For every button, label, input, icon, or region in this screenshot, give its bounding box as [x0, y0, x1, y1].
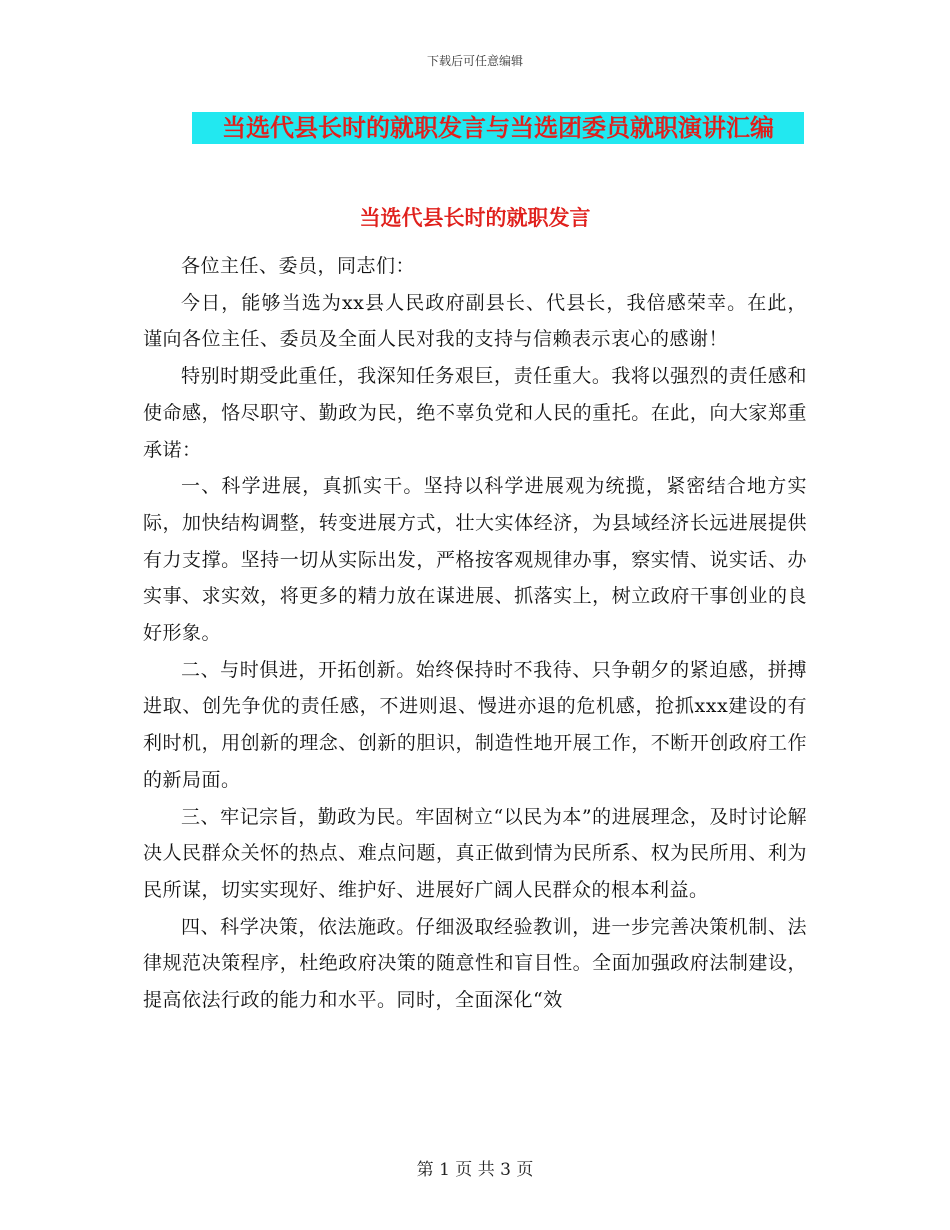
paragraph: 特别时期受此重任，我深知任务艰巨，责任重大。我将以强烈的责任感和使命感，恪尽职守、勤政为民，绝不辜负党和人民的重托。在此，向大家郑重承诺： [143, 365, 807, 461]
paragraph: 一、科学进展，真抓实干。坚持以科学进展观为统揽，紧密结合地方实际，加快结构调整，转变进展方式，壮大实体经济，为县域经济长远进展提供有力支撑。坚持一切从实际出发，严格按客观规律办事，察实情、说实话、办实事、求实效，将更多的精力放在谋进展、抓落实上，树立政府干事创业的良好形象。 [143, 475, 807, 645]
paragraph: 二、与时俱进，开拓创新。始终保持时不我待、只争朝夕的紧迫感，拼搏进取、创先争优的责任感，不进则退、慢进亦退的危机感，抢抓xxx建设的有利时机，用创新的理念、创新的胆识，制造性地开展工作，不断开创政府工作的新局面。 [143, 658, 807, 791]
paragraph: 三、牢记宗旨，勤政为民。牢固树立“以民为本”的进展理念，及时讨论解决人民群众关怀的热点、难点问题，真正做到情为民所系、权为民所用、利为民所谋，切实实现好、维护好、进展好广阔人民群众的根本利益。 [143, 805, 807, 901]
paragraph: 今日，能够当选为xx县人民政府副县长、代县长，我倍感荣幸。在此，谨向各位主任、委员及全面人民对我的支持与信赖表示衷心的感谢！ [143, 291, 807, 351]
paragraph-salutation: 各位主任、委员，同志们： [181, 255, 416, 277]
document-title: 当选代县长时的就职发言与当选团委员就职演讲汇编 [222, 114, 774, 142]
paragraph: 四、科学决策，依法施政。仔细汲取经验教训，进一步完善决策机制、法律规范决策程序，杜绝政府决策的随意性和盲目性。全面加强政府法制建设，提高依法行政的能力和水平。同时，全面深化“效 [143, 915, 807, 1012]
document-body [143, 248, 807, 1019]
document-title-highlight [192, 112, 804, 144]
header-note: 下载后可任意编辑 [426, 54, 523, 68]
section-title: 当选代县长时的就职发言 [359, 206, 591, 230]
page-number-footer: 第 1 页 共 3 页 [416, 1160, 534, 1180]
